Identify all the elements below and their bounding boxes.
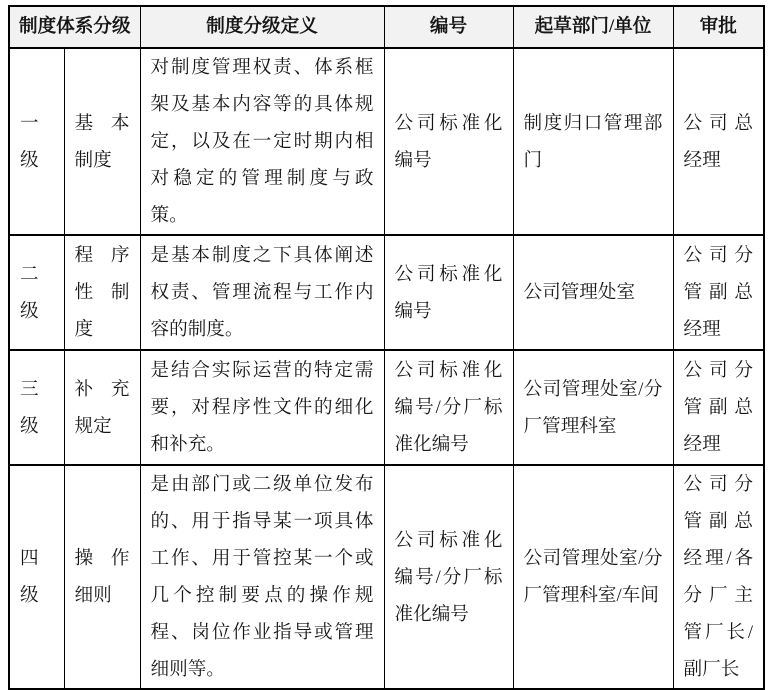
- cell-level: 一级: [9, 48, 64, 235]
- cell-level: 四级: [9, 465, 64, 689]
- cell-approval: 公司分管副总经理/各分厂主管厂长/副厂长: [673, 465, 764, 689]
- cell-definition: 是结合实际运营的特定需要，对程序性文件的细化和补充。: [140, 350, 384, 465]
- header-department: 起草部门/单位: [513, 6, 673, 48]
- table-row: [9, 465, 764, 689]
- cell-name: 操作细则: [64, 465, 140, 689]
- cell-level: 三级: [9, 350, 64, 465]
- cell-department: 公司管理处室: [513, 235, 673, 350]
- cell-definition: 是由部门或二级单位发布的、用于指导某一项具体工作、用于管控某一个或几个控制要点的操作规程、岗位作业指导或管理细则等。: [140, 465, 384, 689]
- table-row: [9, 350, 764, 465]
- cell-number: 公司标准化编号/分厂标准化编号: [384, 465, 513, 689]
- cell-definition: 对制度管理权责、体系框架及基本内容等的具体规定，以及在一定时期内相对稳定的管理制度与政策。: [140, 48, 384, 235]
- cell-department: 公司管理处室/分厂管理科室: [513, 350, 673, 465]
- cell-number: 公司标准化编号: [384, 48, 513, 235]
- cell-name: 程序性制度: [64, 235, 140, 350]
- table-row: [9, 48, 764, 235]
- cell-number: 公司标准化编号: [384, 235, 513, 350]
- table-row: [9, 235, 764, 350]
- institution-classification-table: [8, 5, 765, 690]
- cell-approval: 公司分管副总经理: [673, 235, 764, 350]
- header-definition: 制度分级定义: [140, 6, 384, 48]
- cell-number: 公司标准化编号/分厂标准化编号: [384, 350, 513, 465]
- cell-definition: 是基本制度之下具体阐述权责、管理流程与工作内容的制度。: [140, 235, 384, 350]
- cell-approval: 公司总经理: [673, 48, 764, 235]
- cell-department: 公司管理处室/分厂管理科室/车间: [513, 465, 673, 689]
- cell-level: 二级: [9, 235, 64, 350]
- cell-name: 基本制度: [64, 48, 140, 235]
- header-number: 编号: [384, 6, 513, 48]
- header-level-group: 制度体系分级: [9, 6, 140, 48]
- cell-department: 制度归口管理部门: [513, 48, 673, 235]
- table-header-row: [9, 6, 764, 48]
- cell-approval: 公司分管副总经理: [673, 350, 764, 465]
- header-approval: 审批: [673, 6, 764, 48]
- cell-name: 补充规定: [64, 350, 140, 465]
